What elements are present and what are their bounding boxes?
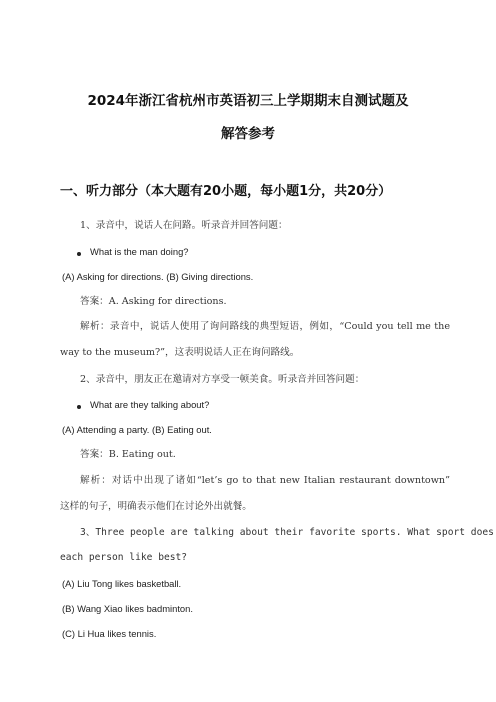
question-1-analysis-line-1: 解析：录音中，说话人使用了询问路线的典型短语，例如，“Could you tell me the bbox=[80, 321, 450, 332]
question-3-option-c: (C) Li Hua likes tennis. bbox=[62, 628, 157, 639]
question-3-option-a: (A) Liu Tong likes basketball. bbox=[62, 578, 182, 589]
question-2-analysis-line-2: 这样的句子，明确表示他们在讨论外出就餐。 bbox=[60, 501, 252, 512]
question-2-answer: 答案：B. Eating out. bbox=[80, 449, 176, 460]
section-heading: 一、听力部分（本大题有20小题，每小题1分，共20分） bbox=[60, 184, 392, 199]
question-3-prompt-line-1: 3、Three people are talking about their favorite sports. What sport does bbox=[80, 527, 494, 538]
document-title-line-1: 2024年浙江省杭州市英语初三上学期期末自测试题及 bbox=[87, 93, 409, 109]
question-2-text: What are they talking about? bbox=[90, 399, 210, 410]
bullet-icon bbox=[77, 252, 81, 256]
question-3-option-b: (B) Wang Xiao likes badminton. bbox=[62, 603, 193, 614]
bullet-icon bbox=[77, 405, 81, 409]
question-1-text: What is the man doing? bbox=[90, 246, 189, 257]
question-1-options: (A) Asking for directions. (B) Giving directions. bbox=[62, 271, 254, 282]
question-1-analysis-line-2: way to the museum?”，这表明说话人正在询问路线。 bbox=[60, 347, 300, 358]
question-1-answer: 答案：A. Asking for directions. bbox=[80, 296, 227, 307]
question-3-prompt-line-2: each person like best? bbox=[60, 552, 188, 563]
question-1-prompt: 1、录音中，说话人在问路。听录音并回答问题： bbox=[80, 220, 288, 231]
document-title-line-2: 解答参考 bbox=[221, 126, 275, 142]
question-2-analysis-line-1: 解析：对话中出现了诸如“let’s go to that new Italian restaurant downtown” bbox=[80, 475, 450, 486]
question-2-prompt: 2、录音中，朋友正在邀请对方享受一顿美食。听录音并回答问题： bbox=[80, 374, 365, 385]
question-2-options: (A) Attending a party. (B) Eating out. bbox=[62, 424, 212, 435]
